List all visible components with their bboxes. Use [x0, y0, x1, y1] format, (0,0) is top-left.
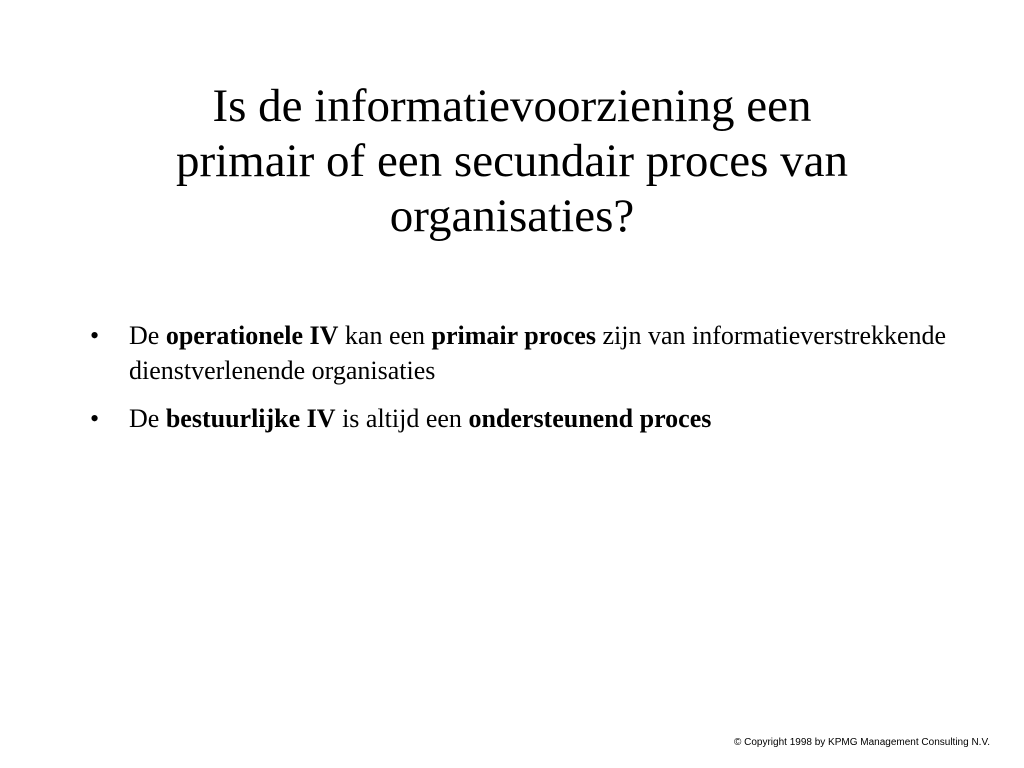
bullet-item — [90, 401, 970, 436]
slide-title — [60, 79, 964, 244]
copyright-footer: © Copyright 1998 by KPMG Management Consulting N.V. — [733, 737, 990, 748]
bold-term-bestuurlijke-iv: bestuurlijke IV — [165, 404, 336, 433]
bold-term-operationele-iv: operationele IV — [165, 321, 339, 350]
bullet-text — [129, 404, 711, 433]
text-segment: De — [129, 404, 166, 433]
bullet-marker: • — [90, 404, 100, 433]
text-segment: De — [129, 321, 166, 350]
title-line: Is de informatievoorziening een — [212, 80, 812, 133]
text-segment: is altijd een — [335, 404, 469, 433]
bullet-text — [129, 321, 946, 385]
bold-term-primair-proces: primair proces — [431, 321, 596, 350]
bold-term-ondersteunend-proces: ondersteunend proces — [468, 404, 712, 433]
title-line: organisaties? — [389, 190, 635, 243]
title-line: primair of een secundair proces van — [175, 135, 849, 188]
bullet-list — [90, 318, 970, 449]
bullet-marker: • — [90, 321, 100, 350]
bullet-item — [90, 318, 970, 388]
text-segment: zijn van informatieverstrekkende dienstverlenende organisaties — [129, 321, 947, 385]
text-segment: kan een — [338, 321, 432, 350]
